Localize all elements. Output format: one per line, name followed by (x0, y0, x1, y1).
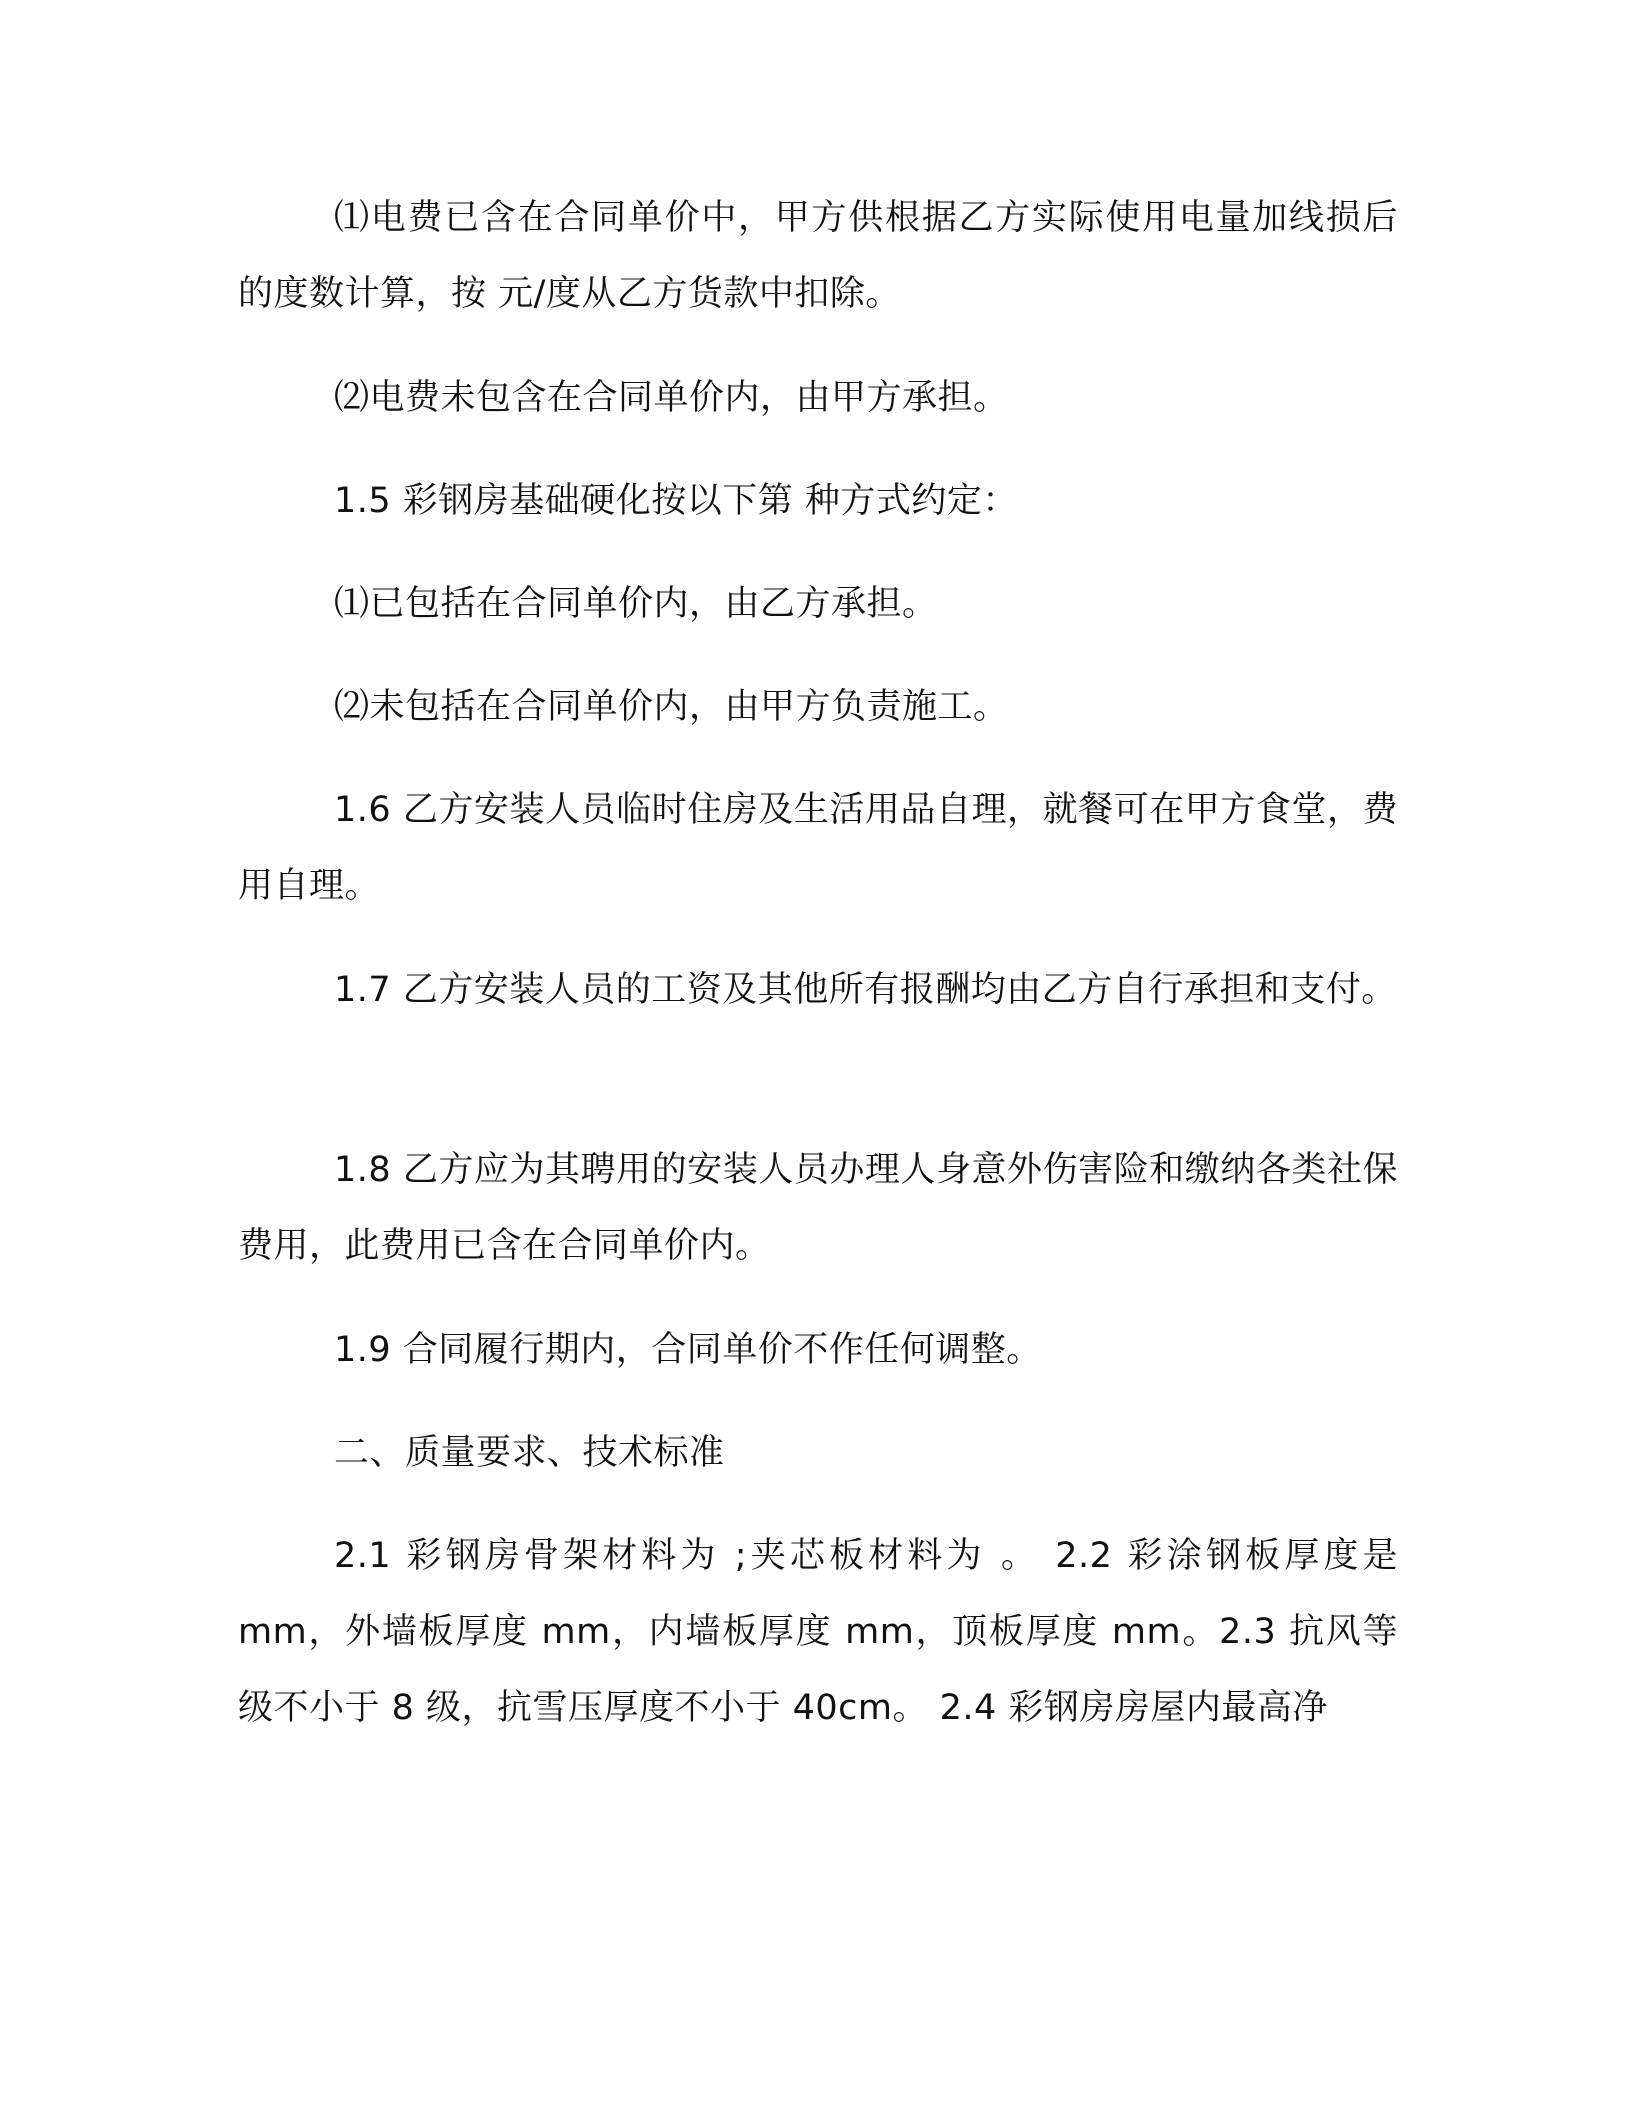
paragraph-1-8-insurance: 1.8 乙方应为其聘用的安装人员办理人身意外伤害险和缴纳各类社保费用，此费用已含在合同单价内。 (238, 1150, 1398, 1266)
paragraph-electricity-excluded: ⑵电费未包含在合同单价内，由甲方承担。 (334, 378, 1009, 418)
paragraph-foundation-excluded: ⑵未包括在合同单价内，由甲方负责施工。 (334, 687, 1009, 727)
paragraph-foundation-included: ⑴已包括在合同单价内，由乙方承担。 (334, 584, 938, 624)
paragraph-1-7-wages: 1.7 乙方安装人员的工资及其他所有报酬均由乙方自行承担和支付。 (334, 970, 1397, 1010)
section-heading-quality: 二、质量要求、技术标准 (334, 1433, 725, 1473)
paragraph-1-5-foundation: 1.5 彩钢房基础硬化按以下第 种方式约定： (334, 481, 1018, 521)
paragraph-2-1-materials: 2.1 彩钢房骨架材料为 ;夹芯板材料为 。 2.2 彩涂钢板厚度是 mm，外墙板厚度 mm，内墙板厚度 mm，顶板厚度 mm。2.3 抗风等级不小于 8 级，抗雪压厚度不小于 40cm。 2.4 彩钢房房屋内最高净 (238, 1536, 1398, 1728)
paragraph-electricity-included: ⑴电费已含在合同单价中，甲方供根据乙方实际使用电量加线损后的度数计算，按 元/度从乙方货款中扣除。 (238, 198, 1398, 314)
paragraph-1-9-price: 1.9 合同履行期内，合同单价不作任何调整。 (334, 1330, 1042, 1370)
paragraph-1-6-housing: 1.6 乙方安装人员临时住房及生活用品自理，就餐可在甲方食堂，费用自理。 (238, 790, 1398, 906)
